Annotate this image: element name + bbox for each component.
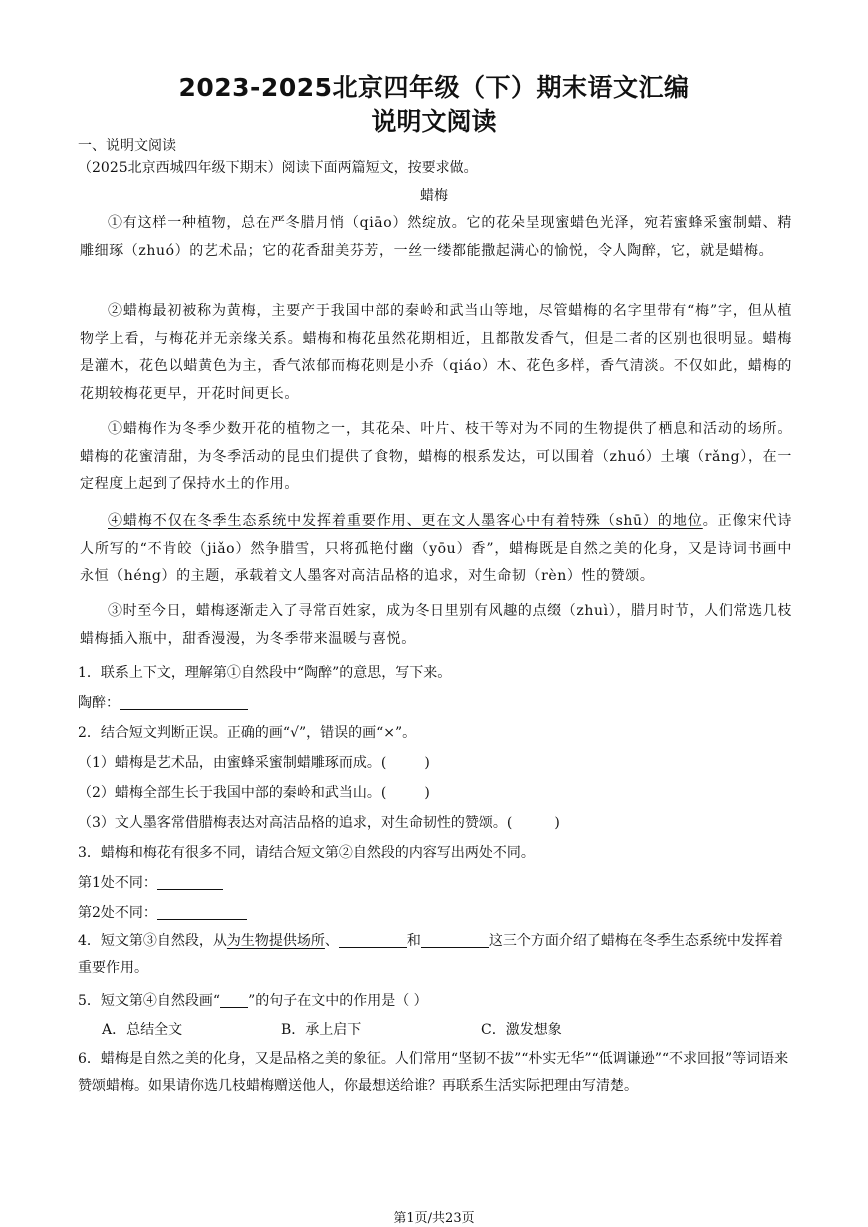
document-subtitle: 说明文阅读	[371, 107, 497, 136]
question-2: 2．结合短文判断正误。正确的画“√”，错误的画“×”。	[78, 725, 417, 741]
question-4	[78, 928, 794, 982]
q4-text-c: 和	[406, 933, 421, 949]
document-title: 2023-2025北京四年级（下）期末语文汇编	[178, 73, 690, 102]
paren-close: )	[424, 755, 430, 771]
difference-label: 第1处不同：	[78, 875, 157, 891]
item-text: （1）蜡梅是艺术品，由蜜蜂采蜜制蜡雕琢而成。(	[78, 755, 387, 771]
paragraph-3: ①蜡梅作为冬季少数开花的植物之一，其花朵、叶片、枝干等对为不同的生物提供了栖息和活动的场所。蜡梅的花蜜清甜，为冬季活动的昆虫们提供了食物，蜡梅的根系发达，可以围着（zhuó）土壤（rǎng），在一定程度上起到了保持水土的作用。	[80, 421, 792, 493]
question-2-item-2	[78, 782, 430, 802]
q4-text-b: 、	[324, 933, 339, 949]
answer-blank[interactable]	[339, 933, 407, 948]
option-b[interactable]: B．承上启下	[281, 1022, 362, 1038]
q5-text-a: 5．短文第④自然段画“	[78, 993, 221, 1009]
option-a[interactable]: A．总结全文	[102, 1022, 183, 1038]
question-3: 3．蜡梅和梅花有很多不同，请结合短文第②自然段的内容写出两处不同。	[78, 845, 535, 861]
question-1-answer	[78, 692, 248, 712]
answer-blank[interactable]	[157, 905, 247, 920]
q5-text-b: ”的句子在文中的作用是（ ）	[248, 993, 428, 1009]
question-6: 6．蜡梅是自然之美的化身，又是品格之美的象征。人们常用“坚韧不拔”“朴实无华”“低调谦逊”“不求回报”等词语来赞颂蜡梅。如果请你选几枝蜡梅赠送他人，你最想送给谁？再联系生活实际把理由写清楚。	[78, 1051, 789, 1094]
article-title: 蜡梅	[420, 188, 448, 204]
question-2-item-3	[78, 812, 560, 832]
answer-label: 陶醉：	[78, 695, 120, 711]
q4-example-answer: 为生物提供场所	[226, 933, 325, 949]
paren-close: )	[424, 785, 430, 801]
source-line: （2025北京西城四年级下期末）阅读下面两篇短文，按要求做。	[78, 160, 478, 176]
answer-blank[interactable]	[421, 933, 489, 948]
difference-label: 第2处不同：	[78, 905, 157, 921]
question-3-difference-2	[78, 902, 247, 922]
paren-close: )	[554, 815, 560, 831]
paragraph-4	[80, 508, 792, 591]
underlined-sentence: ④蜡梅不仅在冬季生态系统中发挥着重要作用、更在文人墨客心中有着特殊（shū）的地位	[108, 513, 703, 529]
page-number: 第1页/共23页	[393, 1211, 475, 1226]
answer-blank[interactable]	[157, 875, 223, 890]
paragraph-5: ③时至今日，蜡梅逐渐走入了寻常百姓家，成为冬日里别有风趣的点缀（zhuì），腊月时节，人们常选几枝蜡梅插入瓶中，甜香漫漫，为冬季带来温暖与喜悦。	[80, 603, 792, 647]
question-1: 1．联系上下文，理解第①自然段中“陶醉”的意思，写下来。	[78, 665, 452, 681]
question-2-item-1	[78, 752, 430, 772]
paragraph-1: ①有这样一种植物，总在严冬腊月悄（qiāo）然绽放。它的花朵呈现蜜蜡色光泽，宛若蜜蜂采蜜制蜡、精雕细琢（zhuó）的艺术品；它的花香甜美芬芳，一丝一缕都能撒起满心的愉悦，令人陶醉，它，就是蜡梅。	[80, 215, 792, 259]
paragraph-4-rest: 。正像宋代诗人所写的“不肯皎（jiǎo）然争腊雪，只将孤艳付幽（yōu）香”，蜡梅既是自然之美的化身，又是诗词书画中永恒（héng）的主题，承载着文人墨客对高洁品格的追求，对生命韧（rèn）性的赞颂。	[80, 513, 792, 585]
q4-text-d: 这三个方面介绍了蜡梅在冬季生态系统中发挥着重要作用。	[78, 933, 783, 976]
wavy-underline-sample	[220, 997, 248, 1008]
question-5	[78, 990, 428, 1010]
answer-blank[interactable]	[120, 695, 248, 710]
section-heading: 一、说明文阅读	[78, 138, 176, 154]
option-c[interactable]: C．激发想象	[481, 1022, 562, 1038]
question-3-difference-1	[78, 872, 223, 892]
item-text: （3）文人墨客常借腊梅表达对高洁品格的追求，对生命韧性的赞颂。(	[78, 815, 513, 831]
paragraph-2: ②蜡梅最初被称为黄梅，主要产于我国中部的秦岭和武当山等地，尽管蜡梅的名字里带有“梅”字，但从植物学上看，与梅花并无亲缘关系。蜡梅和梅花虽然花期相近，且都散发香气，但是二者的区别也很明显。蜡梅是灌木，花色以蜡黄色为主，香气浓郁而梅花则是小乔（qiáo）木、花色多样，香气清淡。不仅如此，蜡梅的花期较梅花更早，开花时间更长。	[80, 303, 792, 402]
q4-text-a: 4．短文第③自然段，从	[78, 933, 227, 949]
item-text: （2）蜡梅全部生长于我国中部的秦岭和武当山。(	[78, 785, 387, 801]
